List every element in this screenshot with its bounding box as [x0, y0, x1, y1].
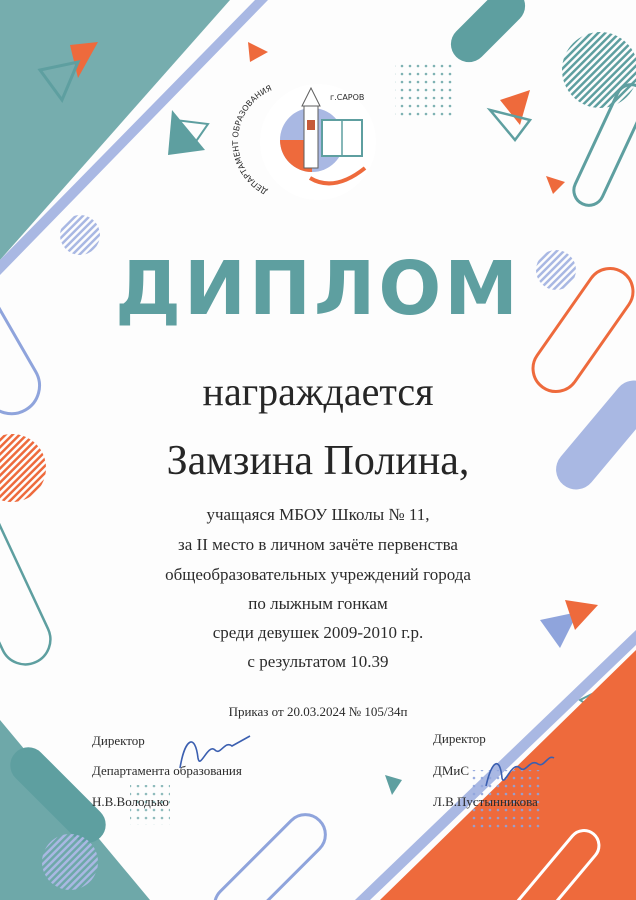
detail-line: учащаяся МБОУ Школы № 11,	[206, 505, 430, 524]
left-signatory-name: Н.В.Володько	[92, 794, 169, 809]
triangle-orange-tiny	[546, 176, 565, 194]
left-signature-scribble	[170, 728, 260, 778]
band-top-left	[0, 0, 230, 260]
awarded-text: награждается	[202, 369, 434, 414]
pill-outline-bottom-left	[206, 806, 333, 900]
detail-line: общеобразовательных учреждений города	[165, 565, 471, 584]
left-signatory-role: Директор	[92, 733, 145, 748]
right-signatory-role: Директор	[433, 731, 486, 746]
recipient-name: Замзина Полина,	[166, 438, 470, 484]
detail-line: с результатом 10.39	[247, 652, 389, 671]
circle-striped-top-right	[562, 32, 636, 108]
pill-teal-top-right	[443, 0, 532, 70]
order-reference: Приказ от 20.03.2024 № 105/34п	[228, 704, 408, 719]
detail-line: по лыжным гонкам	[248, 594, 388, 613]
circle-striped-blue-bottom	[42, 834, 98, 890]
dots-top-right	[395, 60, 455, 120]
diploma-title: ДИПЛОМ	[115, 246, 521, 332]
triangle-teal-small	[385, 775, 402, 795]
emblem-city: г.САРОВ	[330, 93, 365, 102]
emblem-arc-text: ДЕПАРТАМЕНТ ОБРАЗОВАНИЯ	[230, 83, 274, 197]
detail-line: среди девушек 2009-2010 г.р.	[212, 623, 424, 642]
right-signatory-dept: ДМиС	[433, 763, 470, 778]
triangle-orange-small	[248, 42, 268, 62]
triangle-outline-right	[490, 110, 530, 140]
triangle-teal-left	[168, 110, 205, 155]
right-signature-scribble	[478, 748, 558, 798]
detail-line: за II место в личном зачёте первенства	[178, 535, 458, 554]
right-signatory-name: Л.В.Пустынникова	[433, 794, 538, 809]
left-signatory-dept: Департамента образования	[92, 763, 242, 778]
